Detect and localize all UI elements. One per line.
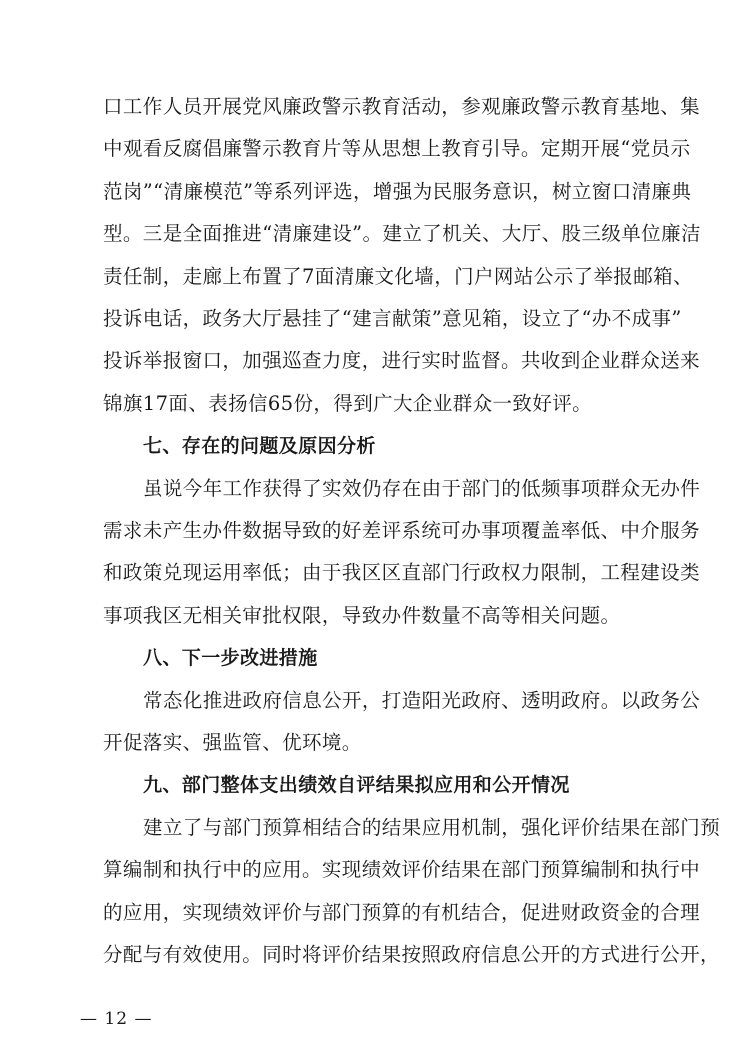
body-line: 常态化推进政府信息公开，打造阳光政府、透明政府。以政务公	[143, 689, 701, 712]
section-heading-7: 七、存在的问题及原因分析	[143, 435, 376, 457]
body-line: 建立了与部门预算相结合的结果应用机制，强化评价结果在部门预	[143, 816, 721, 839]
body-line: 事项我区无相关审批权限，导致办件数量不高等相关问题。	[103, 604, 621, 627]
body-line: 的应用，实现绩效评价与部门预算的有机结合，促进财政资金的合理	[103, 901, 701, 924]
page-number: — 12 —	[80, 1009, 153, 1029]
section-heading-8: 八、下一步改进措施	[143, 647, 318, 669]
body-line: 范岗”“清廉模范”等系列评选，增强为民服务意识，树立窗口清廉典	[103, 180, 692, 203]
section-heading-9: 九、部门整体支出绩效自评结果拟应用和公开情况	[143, 774, 570, 796]
body-line: 中观看反腐倡廉警示教育片等从思想上教育引导。定期开展“党员示	[103, 137, 691, 160]
body-line: 开促落实、强监管、优环境。	[103, 731, 362, 754]
body-line: 型。三是全面推进“清廉建设”。建立了机关、大厅、股三级单位廉洁	[103, 222, 701, 245]
body-line: 投诉举报窗口，加强巡查力度，进行实时监督。共收到企业群众送来	[103, 349, 701, 372]
body-line: 需求未产生办件数据导致的好差评系统可办事项覆盖率低、中介服务	[103, 519, 701, 542]
body-line: 分配与有效使用。同时将评价结果按照政府信息公开的方式进行公开，	[103, 943, 720, 966]
body-line: 锦旗17面、表扬信65份，得到广大企业群众一致好评。	[103, 392, 593, 415]
body-line: 投诉电话，政务大厅悬挂了“建言献策”意见箱，设立了“办不成事”	[103, 307, 682, 330]
body-line: 虽说今年工作获得了实效仍存在由于部门的低频事项群众无办件	[143, 477, 701, 500]
body-line: 和政策兑现运用率低；由于我区区直部门行政权力限制，工程建设类	[103, 561, 701, 584]
body-line: 口工作人员开展党风廉政警示教育活动，参观廉政警示教育基地、集	[103, 95, 701, 118]
body-line: 责任制，走廊上布置了7面清廉文化墙，门户网站公示了举报邮箱、	[103, 265, 693, 288]
body-line: 算编制和执行中的应用。实现绩效评价结果在部门预算编制和执行中	[103, 858, 701, 881]
